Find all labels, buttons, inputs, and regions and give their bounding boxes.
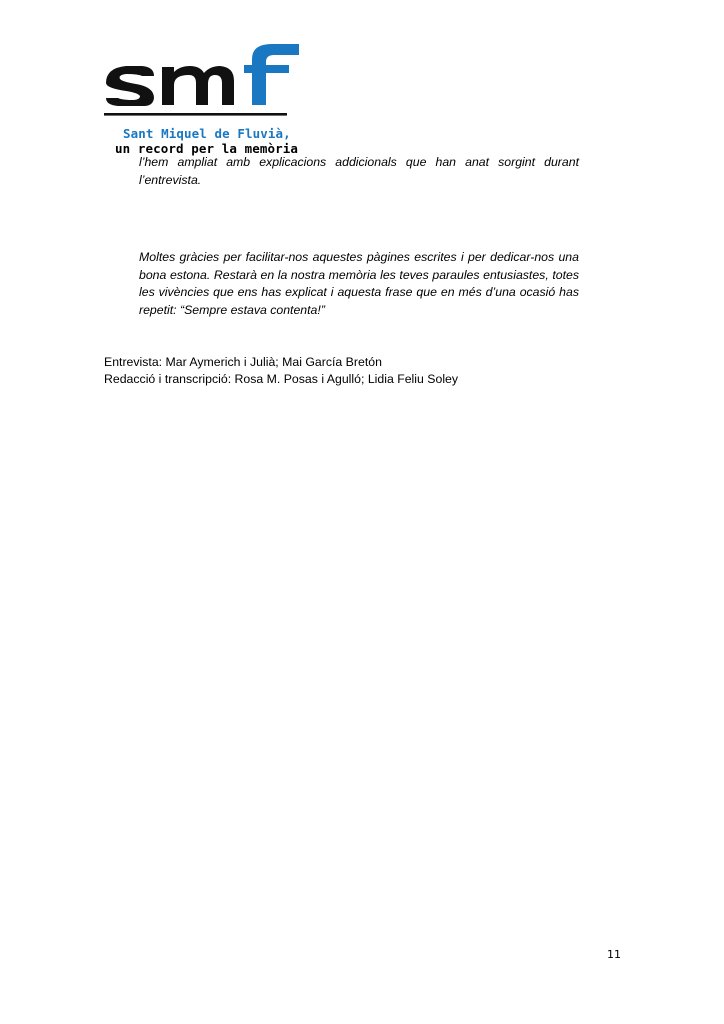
paragraph-line: repetit: “Sempre estava contenta!” xyxy=(139,302,325,317)
smf-logo xyxy=(104,43,304,123)
paragraph-line: Moltes gràcies per facilitar-nos aquestes pàgines escrites i per dedicar-nos una xyxy=(139,250,579,264)
writing-credit: Redacció i transcripció: Rosa M. Posas i Agulló; Lidia Feliu Soley xyxy=(104,372,459,386)
paragraph-line: l’hem ampliat amb explicacions addicionals que han anat sorgint durant xyxy=(139,155,579,169)
tagline-subtitle: un record per la memòria xyxy=(115,141,299,156)
paragraph-thanks xyxy=(139,249,579,319)
paragraph-line: les vivències que ens has explicat i aquesta frase que en més d’una ocasió has xyxy=(139,285,579,299)
page-number: 11 xyxy=(607,948,621,961)
credits-block xyxy=(104,354,458,388)
interview-credit: Entrevista: Mar Aymerich i Julià; Mai García Bretón xyxy=(104,355,382,369)
paragraph-continuation xyxy=(139,154,579,189)
paragraph-line: bona estona. Restarà en la nostra memòria les teves paraules entusiastes, totes xyxy=(139,267,579,282)
paragraph-line: l’entrevista. xyxy=(139,172,202,187)
tagline-place: Sant Miquel de Fluvià, xyxy=(123,126,291,141)
